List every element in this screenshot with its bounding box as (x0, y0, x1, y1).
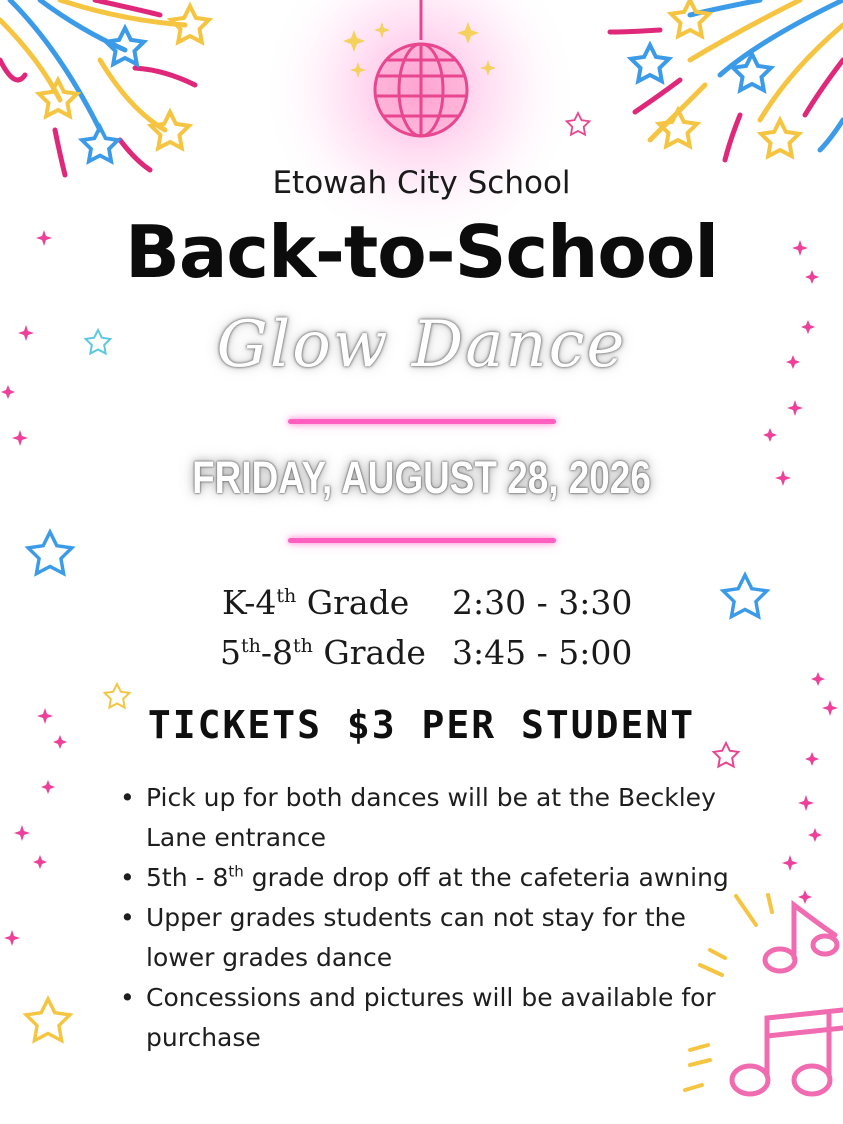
list-item: • Pick up for both dances will be at the Beckley Lane entrance (118, 778, 738, 858)
schedule-time: 3:45 - 5:00 (452, 633, 633, 672)
list-item-text: 5th - 8 (146, 863, 229, 892)
list-item-text: grade drop off at the cafeteria awning (243, 863, 729, 892)
event-title: Back-to-School (124, 210, 719, 294)
ordinal-suffix: th (293, 635, 313, 657)
school-name: Etowah City School (272, 165, 571, 201)
info-list (118, 778, 738, 1058)
grade-range: K-4 (222, 583, 277, 622)
grade-label: Grade (312, 633, 426, 672)
ticket-price: TICKETS $3 PER STUDENT (147, 703, 696, 747)
star-icon (39, 6, 209, 161)
list-item: • Concessions and pictures will be available for purchase (118, 978, 738, 1058)
list-item (118, 858, 738, 898)
schedule-grade (220, 633, 426, 672)
grade-label: Grade (296, 583, 410, 622)
grade-range: 5 (220, 633, 241, 672)
ordinal-suffix: th (228, 862, 244, 881)
music-note-icon (732, 905, 843, 1094)
grade-range: -8 (260, 633, 294, 672)
ordinal-suffix: th (241, 635, 261, 657)
schedule-time: 2:30 - 3:30 (452, 583, 633, 622)
neon-divider (288, 538, 556, 543)
list-item: • Upper grades students can not stay for the lower grades dance (118, 898, 738, 978)
firework-icon (610, 0, 843, 160)
event-date: FRIDAY, AUGUST 28, 2026 (192, 452, 651, 503)
ordinal-suffix: th (276, 585, 297, 607)
neon-divider (288, 419, 556, 424)
schedule-grade (222, 583, 409, 622)
firework-icon (0, 0, 195, 175)
event-subtitle: Glow Dance (216, 308, 627, 382)
